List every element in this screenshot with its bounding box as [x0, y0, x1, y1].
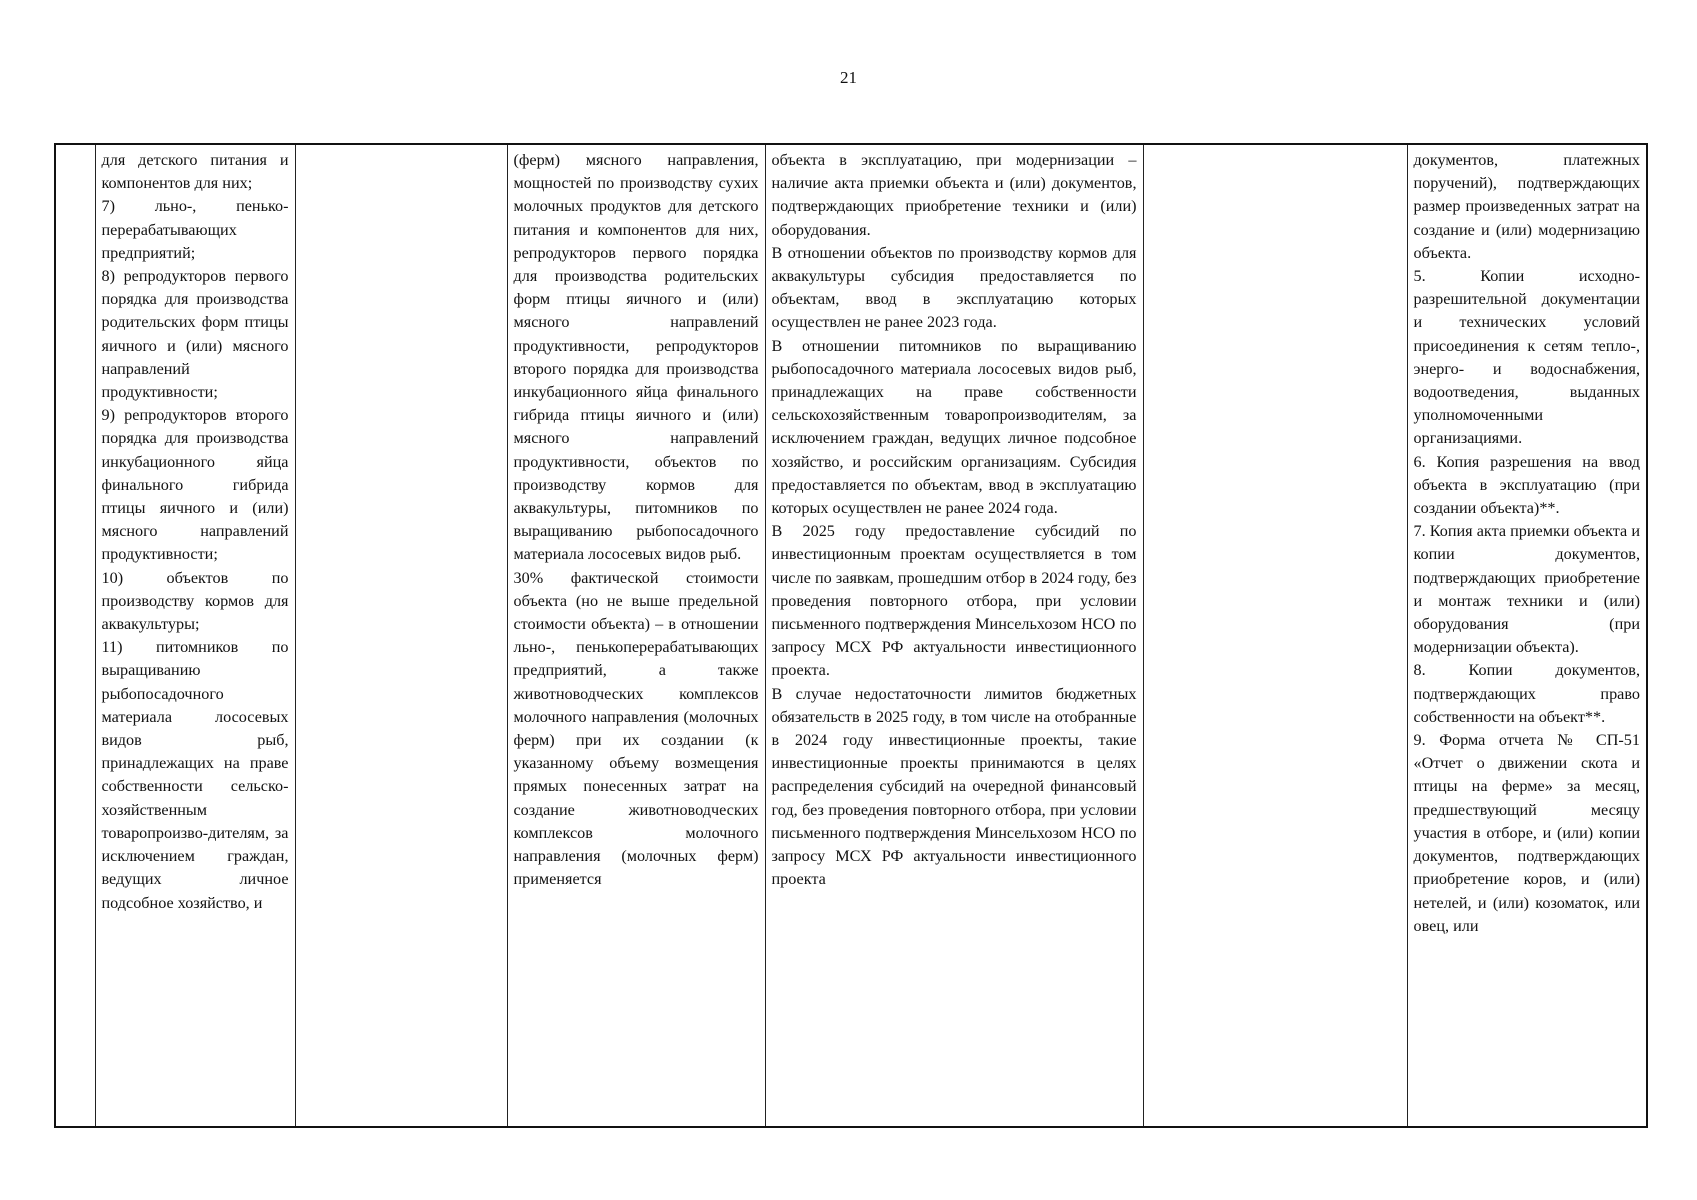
- cell-paragraph: В случае недостаточности лимитов бюджетных обязательств в 2025 году, в том числе на отобранные в 2024 году инвестиционные проекты, такие инвестиционные проекты принимаются в целях распределения субсидий на очередной финансовый год, без проведения повторного отбора, при условии письменного подтверждения Минсельхозом НСО по запросу МСХ РФ актуальности инвестиционного проекта: [771, 684, 1137, 889]
- cell-paragraph: 11) питомников по выращиванию рыбопосадочного материала лососевых видов рыб, принадлежащих на праве собственности сельско-хозяйственным товаропроизво-дителям, за исключением граждан, ведущих личное подсобное хозяйство, и: [101, 638, 289, 912]
- cell-paragraph: 6. Копия разрешения на ввод объекта в эксплуатацию (при создании объекта)**.: [1413, 452, 1640, 518]
- cell-paragraph: 9. Форма отчета № СП-51 «Отчет о движении скота и птицы на ферме» за месяц, предшествующий месяцу участия в отборе, и (или) копии документов, подтверждающих приобретение коров, и (или) нетелей, и (или) козоматок, или овец, или: [1413, 731, 1640, 935]
- table-cell-empty: [295, 144, 507, 1127]
- cell-paragraph: В отношении питомников по выращиванию рыбопосадочного материала лососевых видов рыб, принадлежащих на праве собственности сельскохозяйственным товаропроизводителям, за исключением граждан, ведущих личное подсобное хозяйство, и российским организациям. Субсидия предоставляется по объектам, ввод в эксплуатацию которых осуществлен не ранее 2024 года.: [771, 336, 1137, 518]
- cell-paragraph: 7) льно-, пенько-перерабатывающих предприятий;: [101, 197, 289, 262]
- cell-paragraph: 7. Копия акта приемки объекта и копии документов, подтверждающих приобретение и монтаж техники и (или) оборудования (при модернизации объекта).: [1413, 522, 1640, 657]
- table-cell-empty: [1143, 144, 1407, 1127]
- cell-paragraph: 9) репродукторов второго порядка для производства инкубационного яйца финального гибрида птицы яичного и (или) мясного направлений продуктивности;: [101, 406, 289, 564]
- cell-paragraph: документов, платежных поручений), подтверждающих размер произведенных затрат на создание и (или) модернизацию объекта.: [1413, 151, 1640, 262]
- cell-paragraph: 5. Копии исходно-разрешительной документации и технических условий присоединения к сетям тепло-, энерго- и водоснабжения, водоотведения, выданных уполномоченными организациями.: [1413, 267, 1640, 448]
- cell-paragraph: В 2025 году предоставление субсидий по инвестиционным проектам осуществляется в том числе по заявкам, прошедшим отбор в 2024 году, без проведения повторного отбора, при условии письменного подтверждения Минсельхозом НСО по запросу МСХ РФ актуальности инвестиционного проекта.: [771, 522, 1137, 680]
- table-cell-object-types: [95, 144, 295, 1127]
- cell-paragraph: В отношении объектов по производству кормов для аквакультуры субсидия предоставляется по объектам, ввод в эксплуатацию которых осуществлен не ранее 2023 года.: [771, 243, 1137, 332]
- requirements-table: [54, 143, 1648, 1128]
- cell-paragraph: 30% фактической стоимости объекта (но не выше предельной стоимости объекта) – в отношении льно-, пенькоперерабатывающих предприятий, а также животноводческих комплексов молочного направления (молочных ферм) при их создании (к указанному объему возмещения прямых понесенных затрат на создание животноводческих комплексов молочного направления (молочных ферм) применяется: [513, 568, 759, 889]
- cell-paragraph: 8. Копии документов, подтверждающих право собственности на объект**.: [1413, 661, 1640, 726]
- page-number: 21: [840, 68, 857, 87]
- table-cell-documents: [1407, 144, 1647, 1127]
- table-row: [55, 144, 1647, 1127]
- cell-paragraph: для детского питания и компонентов для них;: [101, 151, 289, 193]
- cell-paragraph: (ферм) мясного направления, мощностей по производству сухих молочных продуктов для детского питания и компонентов для них, репродукторов первого порядка для производства родительских форм птицы яичного и (или) мясного направлений продуктивности, репродукторов второго порядка для производства инкубационного яйца финального гибрида птицы яичного и (или) мясного направлений продуктивности, объектов по производству кормов для аквакультуры, питомников по выращиванию рыбопосадочного материала лососевых видов рыб.: [513, 151, 759, 564]
- table-cell-index: [55, 144, 95, 1127]
- table-cell-subsidy-rate: [507, 144, 765, 1127]
- cell-paragraph: объекта в эксплуатацию, при модернизации – наличие акта приемки объекта и (или) документов, подтверждающих приобретение техники и (или) оборудования.: [771, 151, 1137, 239]
- cell-paragraph: 8) репродукторов первого порядка для производства родительских форм птицы яичного и (или) мясного направлений продуктивности;: [101, 267, 289, 402]
- cell-paragraph: 10) объектов по производству кормов для аквакультуры;: [101, 568, 289, 634]
- table-cell-conditions: [765, 144, 1143, 1127]
